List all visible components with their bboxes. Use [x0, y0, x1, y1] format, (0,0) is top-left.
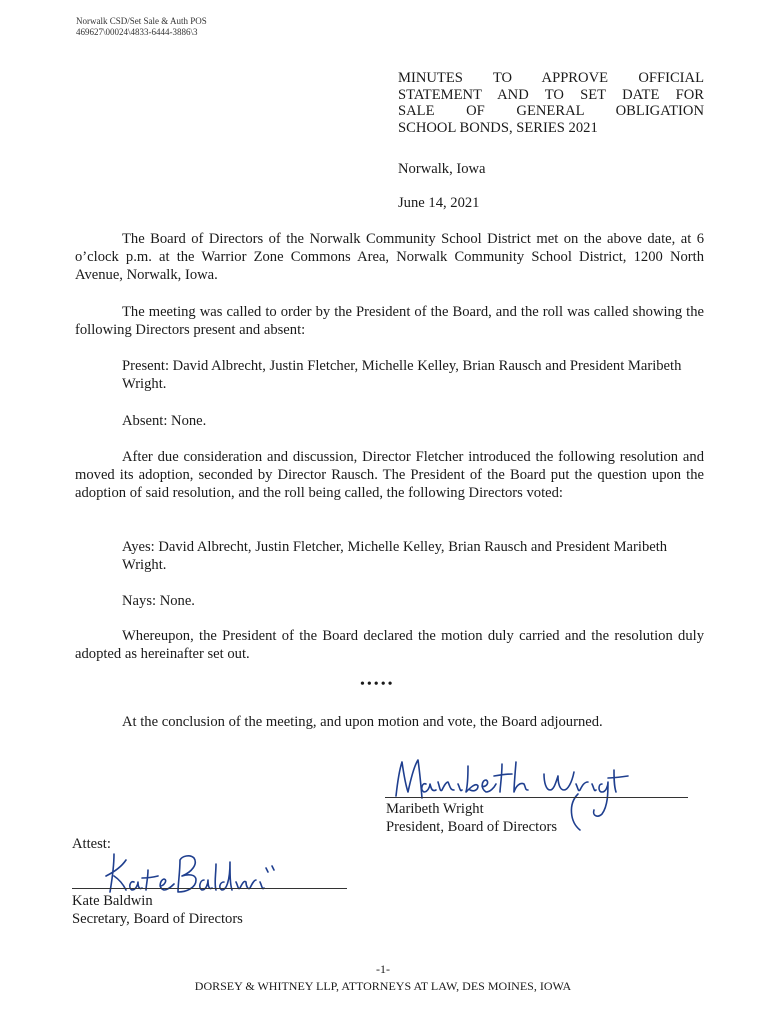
president-name: Maribeth Wright [386, 801, 484, 817]
secretary-name: Kate Baldwin [72, 893, 153, 909]
meeting-place: Norwalk, Iowa [398, 161, 486, 177]
ayes-vote: Ayes: David Albrecht, Justin Fletcher, Michelle Kelley, Brian Rausch and President Maribeth Wright. [122, 539, 668, 573]
secretary-signature-line [72, 888, 347, 889]
title-line-2: STATEMENT AND TO SET DATE FOR [398, 86, 704, 103]
absent-directors: Absent: None. [122, 413, 207, 429]
document-header [76, 16, 207, 38]
firm-footer: DORSEY & WHITNEY LLP, ATTORNEYS AT LAW, DES MOINES, IOWA [194, 979, 572, 993]
header-line-2: 469627\00024\4833-6444-3886\3 [76, 27, 198, 37]
paragraph-meeting-details: The Board of Directors of the Norwalk Community School District met on the above date, at 6 o’clock p.m. at the Warrior Zone Commons Area, Norwalk Community School District, 1200 North Avenue, Norwalk, Iowa. [75, 231, 704, 283]
attest-label: Attest: [72, 836, 111, 852]
header-line-1: Norwalk CSD/Set Sale & Auth POS [76, 16, 207, 26]
document-title [398, 70, 704, 136]
president-title: President, Board of Directors [386, 819, 558, 835]
paragraph-adjourned: At the conclusion of the meeting, and upon motion and vote, the Board adjourned. [122, 714, 603, 730]
secretary-title: Secretary, Board of Directors [72, 911, 243, 927]
title-line-4: SCHOOL BONDS, SERIES 2021 [398, 119, 598, 136]
present-directors: Present: David Albrecht, Justin Fletcher, Michelle Kelley, Brian Rausch and President Maribeth Wright. [122, 358, 682, 392]
nays-vote: Nays: None. [122, 593, 195, 609]
meeting-date: June 14, 2021 [398, 195, 480, 211]
paragraph-motion-carried: Whereupon, the President of the Board declared the motion duly carried and the resolution duly adopted as hereinafter set out. [75, 628, 704, 662]
section-separator: ••••• [360, 677, 395, 692]
paragraph-resolution: After due consideration and discussion, Director Fletcher introduced the following resolution and moved its adoption, seconded by Director Rausch. The President of the Board put the question upon the adoption of said resolution, and the roll being called, the following Directors voted: [75, 449, 704, 501]
title-line-1: MINUTES TO APPROVE OFFICIAL [398, 70, 704, 86]
paragraph-roll-call: The meeting was called to order by the President of the Board, and the roll was called showing the following Directors present and absent: [75, 304, 704, 338]
title-line-3: SALE OF GENERAL OBLIGATION [398, 103, 704, 119]
page-number: -1- [376, 962, 390, 976]
president-signature-line [385, 797, 688, 798]
